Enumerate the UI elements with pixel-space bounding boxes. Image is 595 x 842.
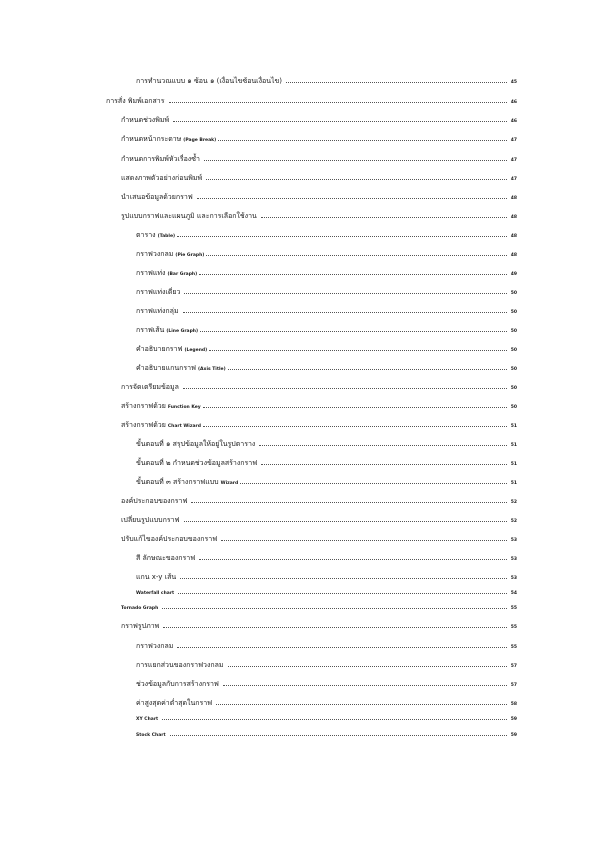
page-number: 53 [510, 576, 517, 581]
page-number: 47 [510, 158, 517, 163]
dot-leader [228, 368, 507, 370]
page-number: 58 [510, 702, 517, 707]
toc-entry [136, 230, 517, 242]
toc-entry-title: แกน x-y เส้น [136, 573, 177, 581]
dot-leader [184, 292, 507, 294]
dot-leader [180, 577, 507, 579]
toc-entry [121, 154, 517, 166]
dot-leader [221, 539, 507, 541]
dot-leader [177, 646, 507, 648]
toc-entry-title: ปรับแก้ไของค์ประกอบของกราฟ [121, 535, 218, 543]
dot-leader [163, 626, 507, 628]
page-number: 55 [510, 606, 517, 611]
page-number: 50 [510, 386, 517, 391]
toc-entry [121, 192, 517, 204]
toc-entry-title: แสดงภาพตัวอย่างก่อนพิมพ์ [121, 174, 203, 182]
page-number: 47 [510, 138, 517, 143]
page-number: 46 [510, 119, 517, 124]
page-number: 51 [510, 424, 517, 429]
toc-entry [136, 572, 517, 584]
page-number: 55 [510, 645, 517, 650]
page-number: 49 [510, 272, 517, 277]
toc-entry-title: กราฟแท่ง (Bar Graph) [136, 269, 198, 277]
toc-entry [136, 287, 517, 299]
toc-entry-title: รูปแบบกราฟและแผนภูมิ และการเลือกใช้งาน [121, 212, 257, 220]
toc-entry [136, 458, 517, 470]
toc-entry-title: สร้างกราฟด้วย Chart Wizard [121, 421, 201, 429]
page-number: 53 [510, 538, 517, 543]
toc-entry [136, 249, 517, 261]
toc-entry-title: กราฟแท่งกลุ่ม [136, 307, 179, 315]
page-number: 46 [510, 100, 517, 105]
page-number: 50 [510, 291, 517, 296]
dot-leader [184, 520, 508, 522]
dot-leader [218, 139, 507, 141]
page-number: 48 [510, 196, 517, 201]
toc-entry-title: สี ลักษณะของกราฟ [136, 554, 196, 562]
dot-leader [173, 120, 507, 122]
toc-entry-title: กราฟวงกลม (Pie Graph) [136, 250, 205, 258]
dot-leader [183, 387, 507, 389]
dot-leader [191, 501, 507, 503]
toc-entry [136, 268, 517, 280]
dot-leader [209, 349, 507, 351]
toc-entry-title: การทำนวณแบบ ๑ ซ้อน ๑ (เงื่อนไขซ้อนเงื่อนไข) [136, 77, 283, 85]
page-number: 48 [510, 253, 517, 258]
toc-entry [121, 604, 517, 614]
toc-entry [121, 515, 517, 527]
toc-entry [121, 534, 517, 546]
page-number: 50 [510, 367, 517, 372]
dot-leader [261, 463, 507, 465]
dot-leader [206, 254, 507, 256]
page-number: 51 [510, 443, 517, 448]
page-number: 57 [510, 664, 517, 669]
toc-entry-title: Tornado Graph [121, 606, 159, 611]
toc-entry [136, 477, 517, 489]
toc-entry [136, 641, 517, 653]
page-number: 57 [510, 683, 517, 688]
toc-entry-title: กราฟเส้น (Line Graph) [136, 326, 199, 334]
toc-entry [136, 731, 517, 741]
dot-leader [240, 482, 507, 484]
page-number: 59 [510, 717, 517, 722]
toc-entry-title: คำอธิบายแกนกราฟ (Axis Title) [136, 364, 226, 372]
page-number: 47 [510, 177, 517, 182]
dot-leader [177, 235, 507, 237]
toc-entry-title: คำอธิบายกราฟ (Legend) [136, 345, 208, 353]
dot-leader [170, 734, 507, 736]
toc-entry [136, 344, 517, 356]
toc-entry [136, 439, 517, 451]
dot-leader [183, 311, 507, 313]
page-number: 45 [510, 80, 517, 85]
toc-entry-title: ช่วงข้อมูลกับการสร้างกราฟ [136, 680, 219, 688]
toc-entry [136, 325, 517, 337]
toc-entry [121, 401, 517, 413]
toc-entry-title: การสั่ง พิมพ์เอกสาร [106, 97, 165, 105]
toc-entry-title: XY Chart [136, 717, 159, 722]
page-number: 48 [510, 215, 517, 220]
dot-leader [223, 684, 507, 686]
page-number: 51 [510, 462, 517, 467]
page-number: 51 [510, 481, 517, 486]
toc-entry-title: การจัดเตรียมข้อมูล [121, 383, 179, 391]
toc-entry-title: ขั้นตอนที่ ๒ กำหนดช่วงข้อมูลสร้างกราฟ [136, 459, 258, 467]
toc-entry [136, 589, 517, 599]
toc-entry [121, 496, 517, 508]
page-number: 48 [510, 234, 517, 239]
dot-leader [199, 273, 507, 275]
toc-entry-title: ตาราง (Table) [136, 231, 176, 239]
toc-entry-title: Waterfall chart [136, 591, 175, 596]
dot-leader [228, 665, 507, 667]
toc-entry [136, 660, 517, 672]
dot-leader [162, 718, 507, 720]
toc-entry [121, 115, 517, 127]
dot-leader [200, 330, 507, 332]
toc-entry-title: สร้างกราฟด้วย Function Key [121, 402, 201, 410]
page-number: 52 [510, 500, 517, 505]
toc-entry [136, 76, 517, 88]
toc-entry-title: กำหนดการพิมพ์หัวเรื่องซ้ำ [121, 155, 200, 163]
toc-entry-title: ขั้นตอนที่ ๓ สร้างกราฟแบบ Wizard [136, 478, 239, 486]
toc-entry-title: กราฟรูปภาพ [121, 622, 160, 630]
page-number: 59 [510, 733, 517, 738]
toc-entry-title: การแยกส่วนของกราฟวงกลม [136, 661, 224, 669]
dot-leader [259, 444, 507, 446]
page-number: 55 [510, 625, 517, 630]
dot-leader [178, 592, 507, 594]
toc-entry [136, 553, 517, 565]
dot-leader [261, 216, 507, 218]
page-number: 50 [510, 310, 517, 315]
toc-entry-title: Stock Chart [136, 733, 166, 738]
dot-leader [203, 406, 507, 408]
toc-entry [121, 382, 517, 394]
dot-leader [162, 607, 507, 609]
toc-entry [121, 420, 517, 432]
page-number: 52 [510, 519, 517, 524]
toc-entry-title: ขั้นตอนที่ ๑ สรุปข้อมูลให้อยู่ในรูปตาราง [136, 440, 256, 448]
dot-leader [203, 425, 507, 427]
toc-entry-title: องค์ประกอบของกราฟ [121, 497, 188, 505]
dot-leader [169, 101, 508, 103]
toc-entry [106, 96, 517, 108]
toc-entry-title: กำหนดหน้ากระดาษ (Page Break) [121, 135, 217, 143]
dot-leader [206, 178, 507, 180]
dot-leader [286, 81, 507, 83]
toc-entry [121, 621, 517, 633]
toc-entry-title: กำหนดช่วงพิมพ์ [121, 116, 170, 124]
toc-entry [121, 211, 517, 223]
toc-entry-title: นำเสนอข้อมูลด้วยกราฟ [121, 193, 193, 201]
toc-entry-title: กราฟแท่งเดี่ยว [136, 288, 181, 296]
toc-entry-title: ค่าสูงสุดค่าต่ำสุดในกราฟ [136, 699, 213, 707]
toc-entry [121, 173, 517, 185]
dot-leader [216, 703, 507, 705]
page-number: 54 [510, 591, 517, 596]
toc-entry [136, 715, 517, 725]
dot-leader [199, 558, 507, 560]
page-number: 50 [510, 405, 517, 410]
toc-entry [136, 679, 517, 691]
dot-leader [204, 159, 507, 161]
page-number: 53 [510, 557, 517, 562]
toc-entry-title: กราฟวงกลม [136, 642, 174, 650]
page-number: 50 [510, 329, 517, 334]
toc-entry [136, 306, 517, 318]
page-number: 50 [510, 348, 517, 353]
toc-entry [136, 363, 517, 375]
toc-entry [136, 698, 517, 710]
toc-entry-title: เปลี่ยนรูปแบบกราฟ [121, 516, 180, 524]
dot-leader [197, 197, 507, 199]
toc-entry [121, 134, 517, 146]
